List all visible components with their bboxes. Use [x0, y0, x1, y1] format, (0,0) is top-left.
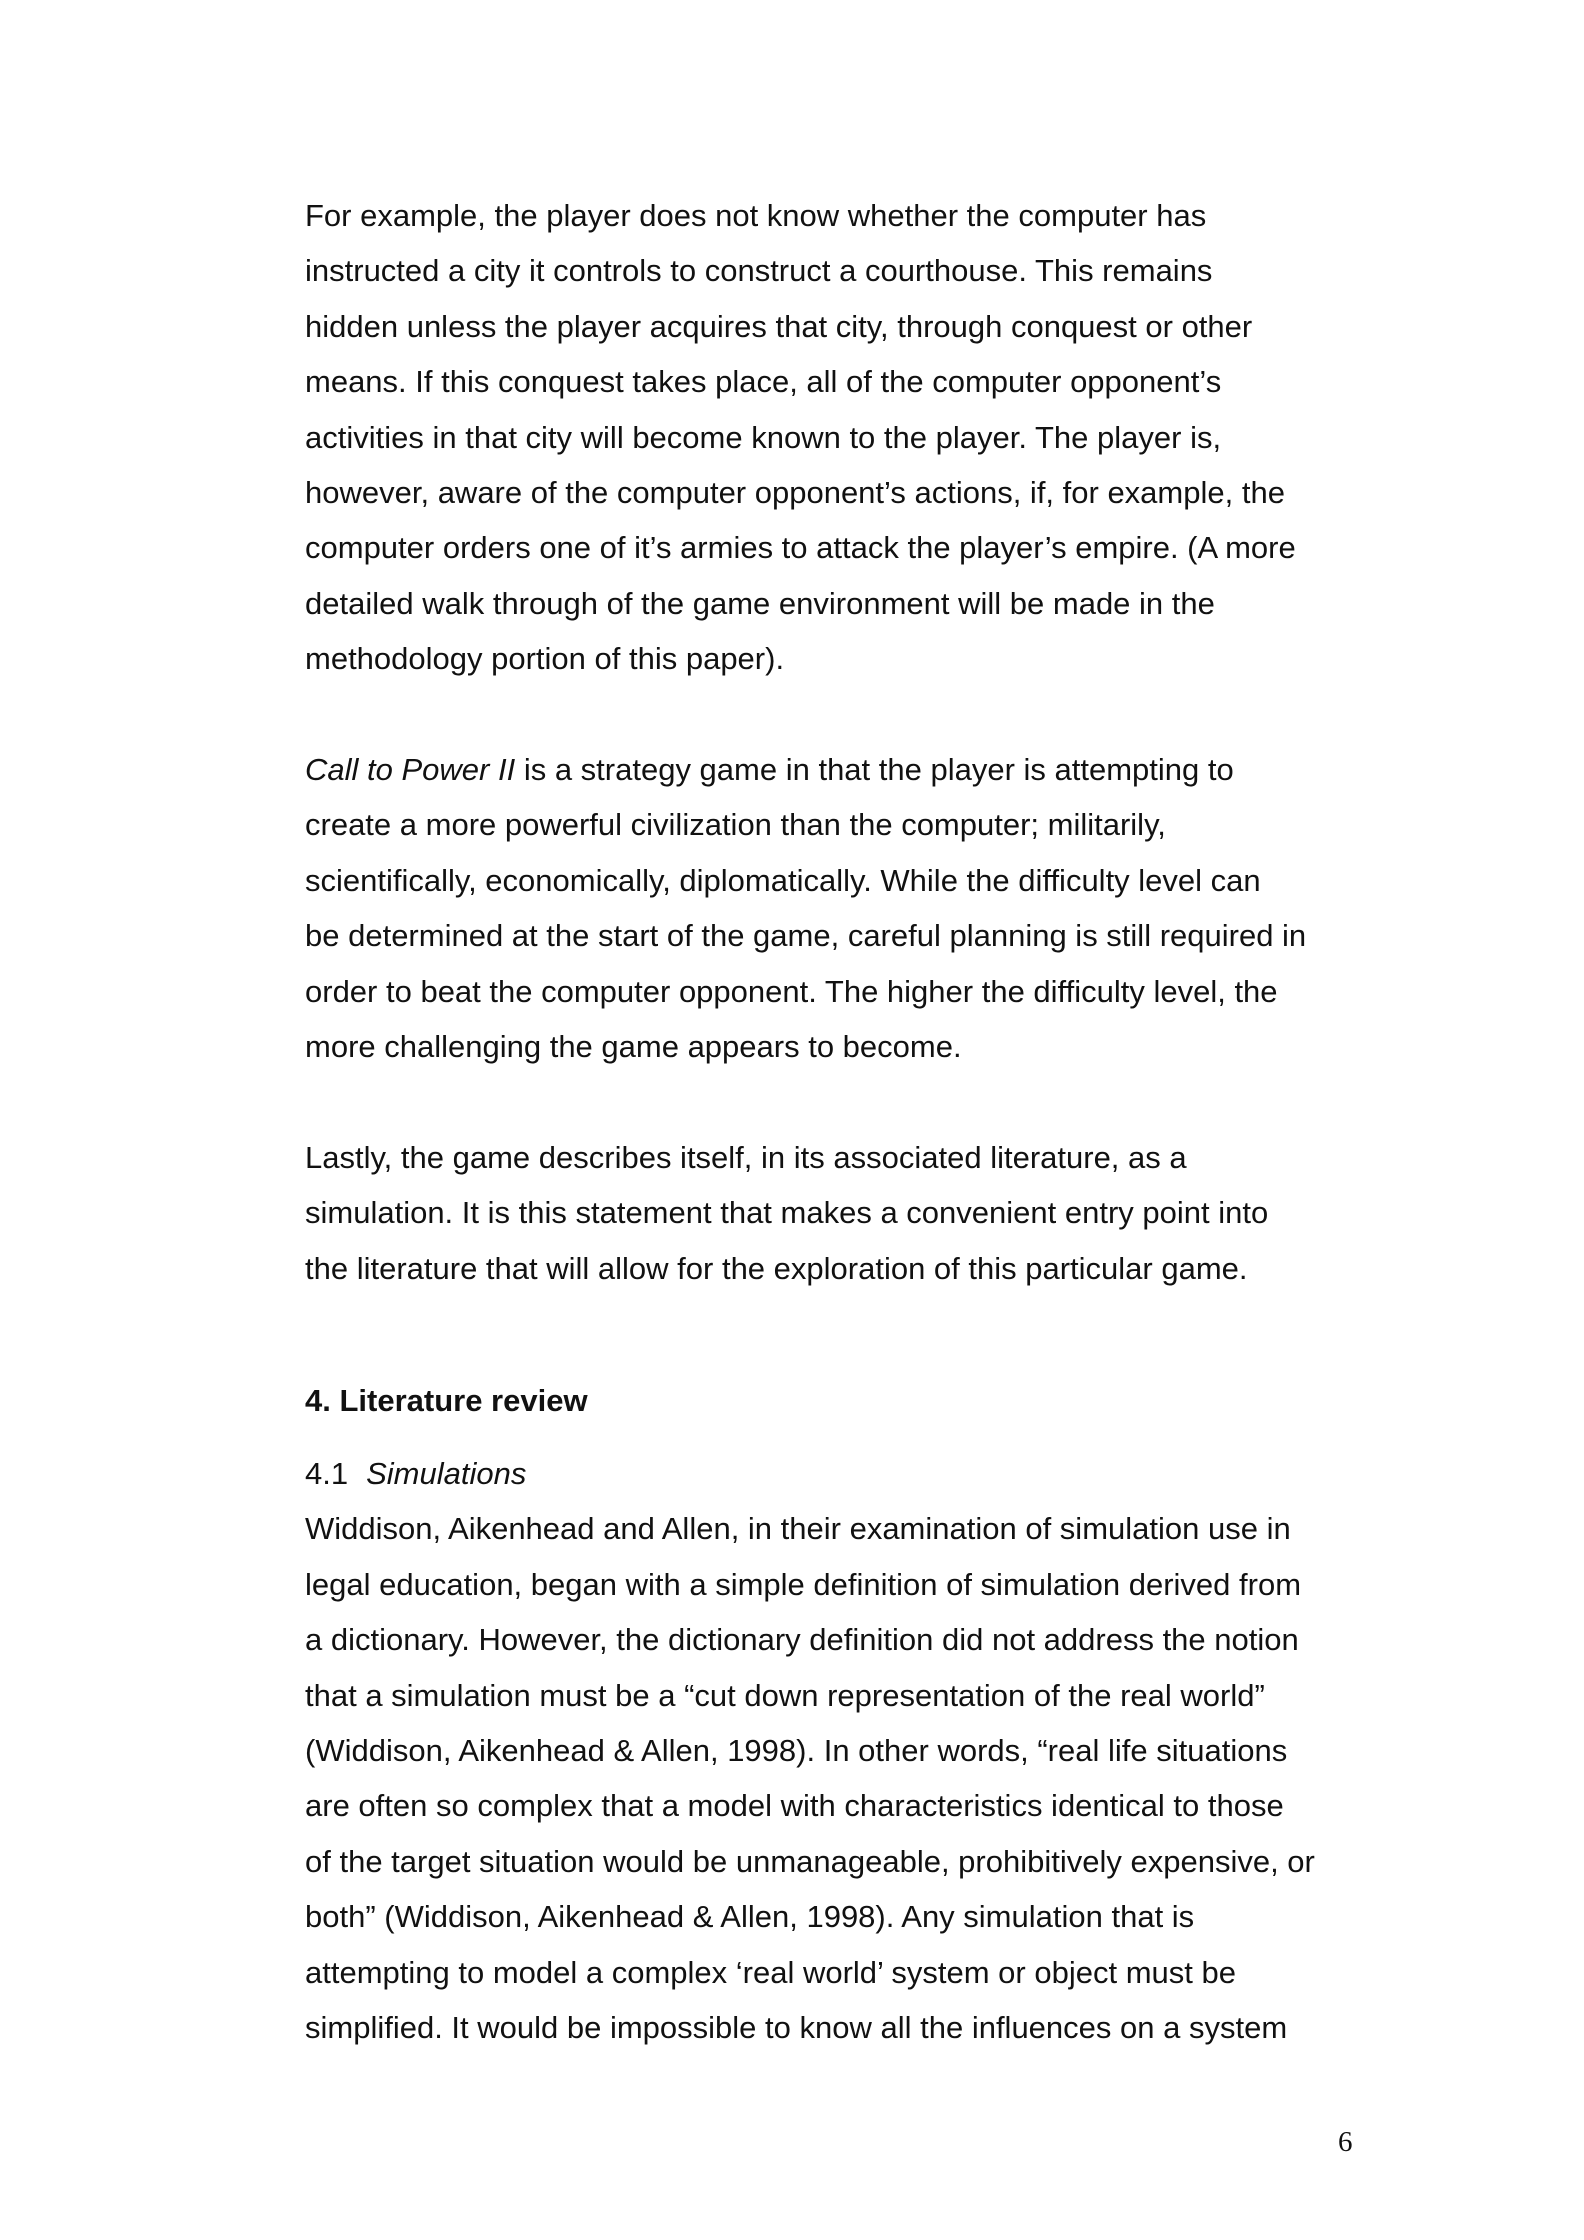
- paragraph-simulation-entry: [305, 1130, 1355, 1296]
- text-line: simulation. It is this statement that makes a convenient entry point into: [305, 1195, 1269, 1231]
- text-line-rest: is a strategy game in that the player is attempting to: [515, 752, 1234, 788]
- text-line: simplified. It would be impossible to know all the influences on a system: [305, 2009, 1288, 2045]
- paragraph-simulation-definition: [305, 1501, 1355, 2055]
- section-heading: 4. Literature review: [305, 1383, 588, 1419]
- text-line: methodology portion of this paper).: [305, 641, 785, 677]
- text-line: of the target situation would be unmanageable, prohibitively expensive, or: [305, 1843, 1315, 1879]
- text-line: hidden unless the player acquires that city, through conquest or other: [305, 308, 1253, 344]
- text-line: Widdison, Aikenhead and Allen, in their examination of simulation use in: [305, 1511, 1291, 1547]
- text-line: computer orders one of it’s armies to attack the player’s empire. (A more: [305, 530, 1296, 566]
- text-line: a dictionary. However, the dictionary definition did not address the notion: [305, 1622, 1299, 1658]
- text-line: the literature that will allow for the exploration of this particular game.: [305, 1250, 1248, 1286]
- subsection-title: Simulations: [366, 1455, 527, 1491]
- text-line: For example, the player does not know whether the computer has: [305, 198, 1207, 233]
- text-line: are often so complex that a model with characteristics identical to those: [305, 1788, 1284, 1824]
- subsection-heading: [305, 1446, 1355, 1501]
- text-line: that a simulation must be a “cut down representation of the real world”: [305, 1677, 1265, 1713]
- text-line: more challenging the game appears to become.: [305, 1029, 962, 1065]
- text-line: be determined at the start of the game, careful planning is still required in: [305, 918, 1307, 954]
- text-line: attempting to model a complex ‘real world’ system or object must be: [305, 1954, 1236, 1990]
- text-line: means. If this conquest takes place, all of the computer opponent’s: [305, 364, 1222, 400]
- text-line: legal education, began with a simple definition of simulation derived from: [305, 1566, 1302, 1602]
- text-line: both” (Widdison, Aikenhead & Allen, 1998). Any simulation that is: [305, 1899, 1195, 1935]
- text-line: instructed a city it controls to construct a courthouse. This remains: [305, 253, 1213, 289]
- text-line: detailed walk through of the game environment will be made in the: [305, 585, 1215, 621]
- paragraph-spacer: [305, 687, 1355, 742]
- paragraph-game-visibility: [305, 188, 1355, 687]
- text-line: activities in that city will become known to the player. The player is,: [305, 419, 1222, 455]
- text-line: Lastly, the game describes itself, in its associated literature, as a: [305, 1139, 1187, 1175]
- text-line: [305, 742, 1355, 797]
- game-title: Call to Power II: [305, 752, 516, 788]
- text-line: however, aware of the computer opponent’s actions, if, for example, the: [305, 475, 1285, 511]
- text-line: create a more powerful civilization than the computer; militarily,: [305, 807, 1166, 843]
- text-line: order to beat the computer opponent. The higher the difficulty level, the: [305, 973, 1278, 1009]
- paragraph-spacer: [305, 1074, 1355, 1129]
- subsection-number: 4.1: [305, 1455, 349, 1491]
- page-body: [305, 188, 1355, 2055]
- paragraph-spacer: [305, 1296, 1355, 1351]
- paragraph-strategy-game: [305, 742, 1355, 1074]
- page-number: 6: [1338, 2126, 1353, 2158]
- text-line: scientifically, economically, diplomatically. While the difficulty level can: [305, 862, 1261, 898]
- text-line: (Widdison, Aikenhead & Allen, 1998). In other words, “real life situations: [305, 1732, 1288, 1768]
